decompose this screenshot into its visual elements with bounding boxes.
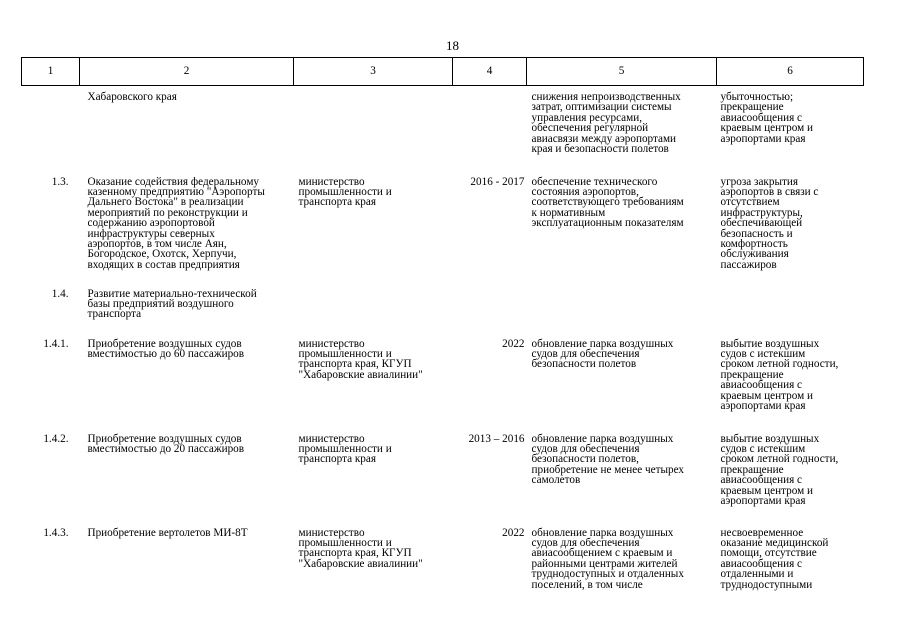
consequence-cell: выбытие воздушных судов с истекшим сроком летной годности, прекращение авиасообщения с краевым центром и аэропортами края bbox=[720, 432, 839, 507]
table-row bbox=[22, 86, 864, 177]
row-number-cell: 1.3. bbox=[51, 175, 69, 188]
table-row bbox=[22, 434, 864, 528]
result-cell: обновление парка воздушных судов для обеспечения авиасообщением с краевым и районными центрами жителей труднодоступных и отдаленных поселений, в том числе bbox=[531, 526, 684, 591]
years-cell: 2016 - 2017 bbox=[470, 175, 525, 188]
result-cell: обновление парка воздушных судов для обеспечения безопасности полетов, приобретение не менее четырех самолетов bbox=[531, 432, 685, 487]
result-cell: снижения непроизводственных затрат, оптимизации системы управления ресурсами, обеспечения регулярной авиасвязи между аэропортами края и безопасности полетов bbox=[531, 91, 681, 156]
page-number: 18 bbox=[446, 38, 459, 53]
row-number-cell: 1.4.1. bbox=[43, 337, 69, 350]
executor-cell: министерство промышленности и транспорта края bbox=[298, 432, 392, 466]
row-number-cell: 1.4. bbox=[51, 287, 69, 300]
consequence-cell: убыточностью; прекращение авиасообщения с краевым центром и аэропортами края bbox=[720, 91, 813, 145]
consequence-cell bbox=[717, 289, 864, 339]
years-cell: 2022 bbox=[502, 526, 525, 539]
executor-cell: министерство промышленности и транспорта края, КГУП "Хабаровские авиалинии" bbox=[298, 337, 423, 381]
table-row bbox=[22, 289, 864, 339]
years-cell bbox=[453, 289, 527, 339]
table-row bbox=[22, 177, 864, 289]
consequence-cell: выбытие воздушных судов с истекшим сроком летной годности, прекращение авиасообщения с краевым центром и аэропортами края bbox=[720, 337, 839, 412]
result-cell bbox=[527, 289, 717, 339]
measure-cell: Оказание содействия федеральному казенному предприятию "Аэропорты Дальнего Востока" в реализации мероприятий по реконструкции и содержанию аэропортовой инфраструктуры северных аэропортов, в том числе Аян, Богородское, Охотск, Херпучи, входящих в состав предприятия bbox=[87, 175, 265, 271]
column-number-header-row bbox=[22, 58, 864, 86]
table-row bbox=[22, 528, 864, 590]
years-cell: 2022 bbox=[502, 337, 525, 350]
measure-cell: Приобретение воздушных судов вместимостью до 60 пассажиров bbox=[87, 337, 245, 360]
years-cell bbox=[453, 86, 527, 177]
column-number-1: 1 bbox=[22, 58, 80, 86]
measures-table bbox=[21, 57, 864, 590]
consequence-cell: угроза закрытия аэропортов в связи с отсутствием инфраструктуры, обеспечивающей безопасность и комфортность обслуживания пассажиров bbox=[720, 175, 819, 271]
column-number-5: 5 bbox=[527, 58, 717, 86]
measure-cell: Развитие материально-технической базы предприятий воздушного транспорта bbox=[87, 287, 257, 321]
column-number-4: 4 bbox=[453, 58, 527, 86]
measure-cell: Хабаровского края bbox=[87, 91, 177, 103]
executor-cell bbox=[294, 289, 453, 339]
measure-cell: Приобретение вертолетов МИ-8Т bbox=[87, 526, 248, 539]
years-cell: 2013 – 2016 bbox=[468, 432, 525, 445]
executor-cell: министерство промышленности и транспорта края bbox=[298, 175, 392, 209]
result-cell: обеспечение технического состояния аэропортов, соответствующего требованиям к нормативным эксплуатационным показателям bbox=[531, 175, 684, 230]
consequence-cell: несвоевременное оказание медицинской помощи, отсутствие авиасообщения с отдаленными и труднодоступными bbox=[720, 526, 829, 591]
row-number-cell bbox=[22, 86, 80, 177]
column-number-3: 3 bbox=[294, 58, 453, 86]
row-number-cell: 1.4.3. bbox=[43, 526, 69, 539]
column-number-6: 6 bbox=[717, 58, 864, 86]
column-number-2: 2 bbox=[80, 58, 294, 86]
result-cell: обновление парка воздушных судов для обеспечения безопасности полетов bbox=[531, 337, 674, 371]
table-row bbox=[22, 339, 864, 434]
executor-cell: министерство промышленности и транспорта края, КГУП "Хабаровские авиалинии" bbox=[298, 526, 423, 570]
measure-cell: Приобретение воздушных судов вместимостью до 20 пассажиров bbox=[87, 432, 245, 455]
executor-cell bbox=[294, 86, 453, 177]
row-number-cell: 1.4.2. bbox=[43, 432, 69, 445]
